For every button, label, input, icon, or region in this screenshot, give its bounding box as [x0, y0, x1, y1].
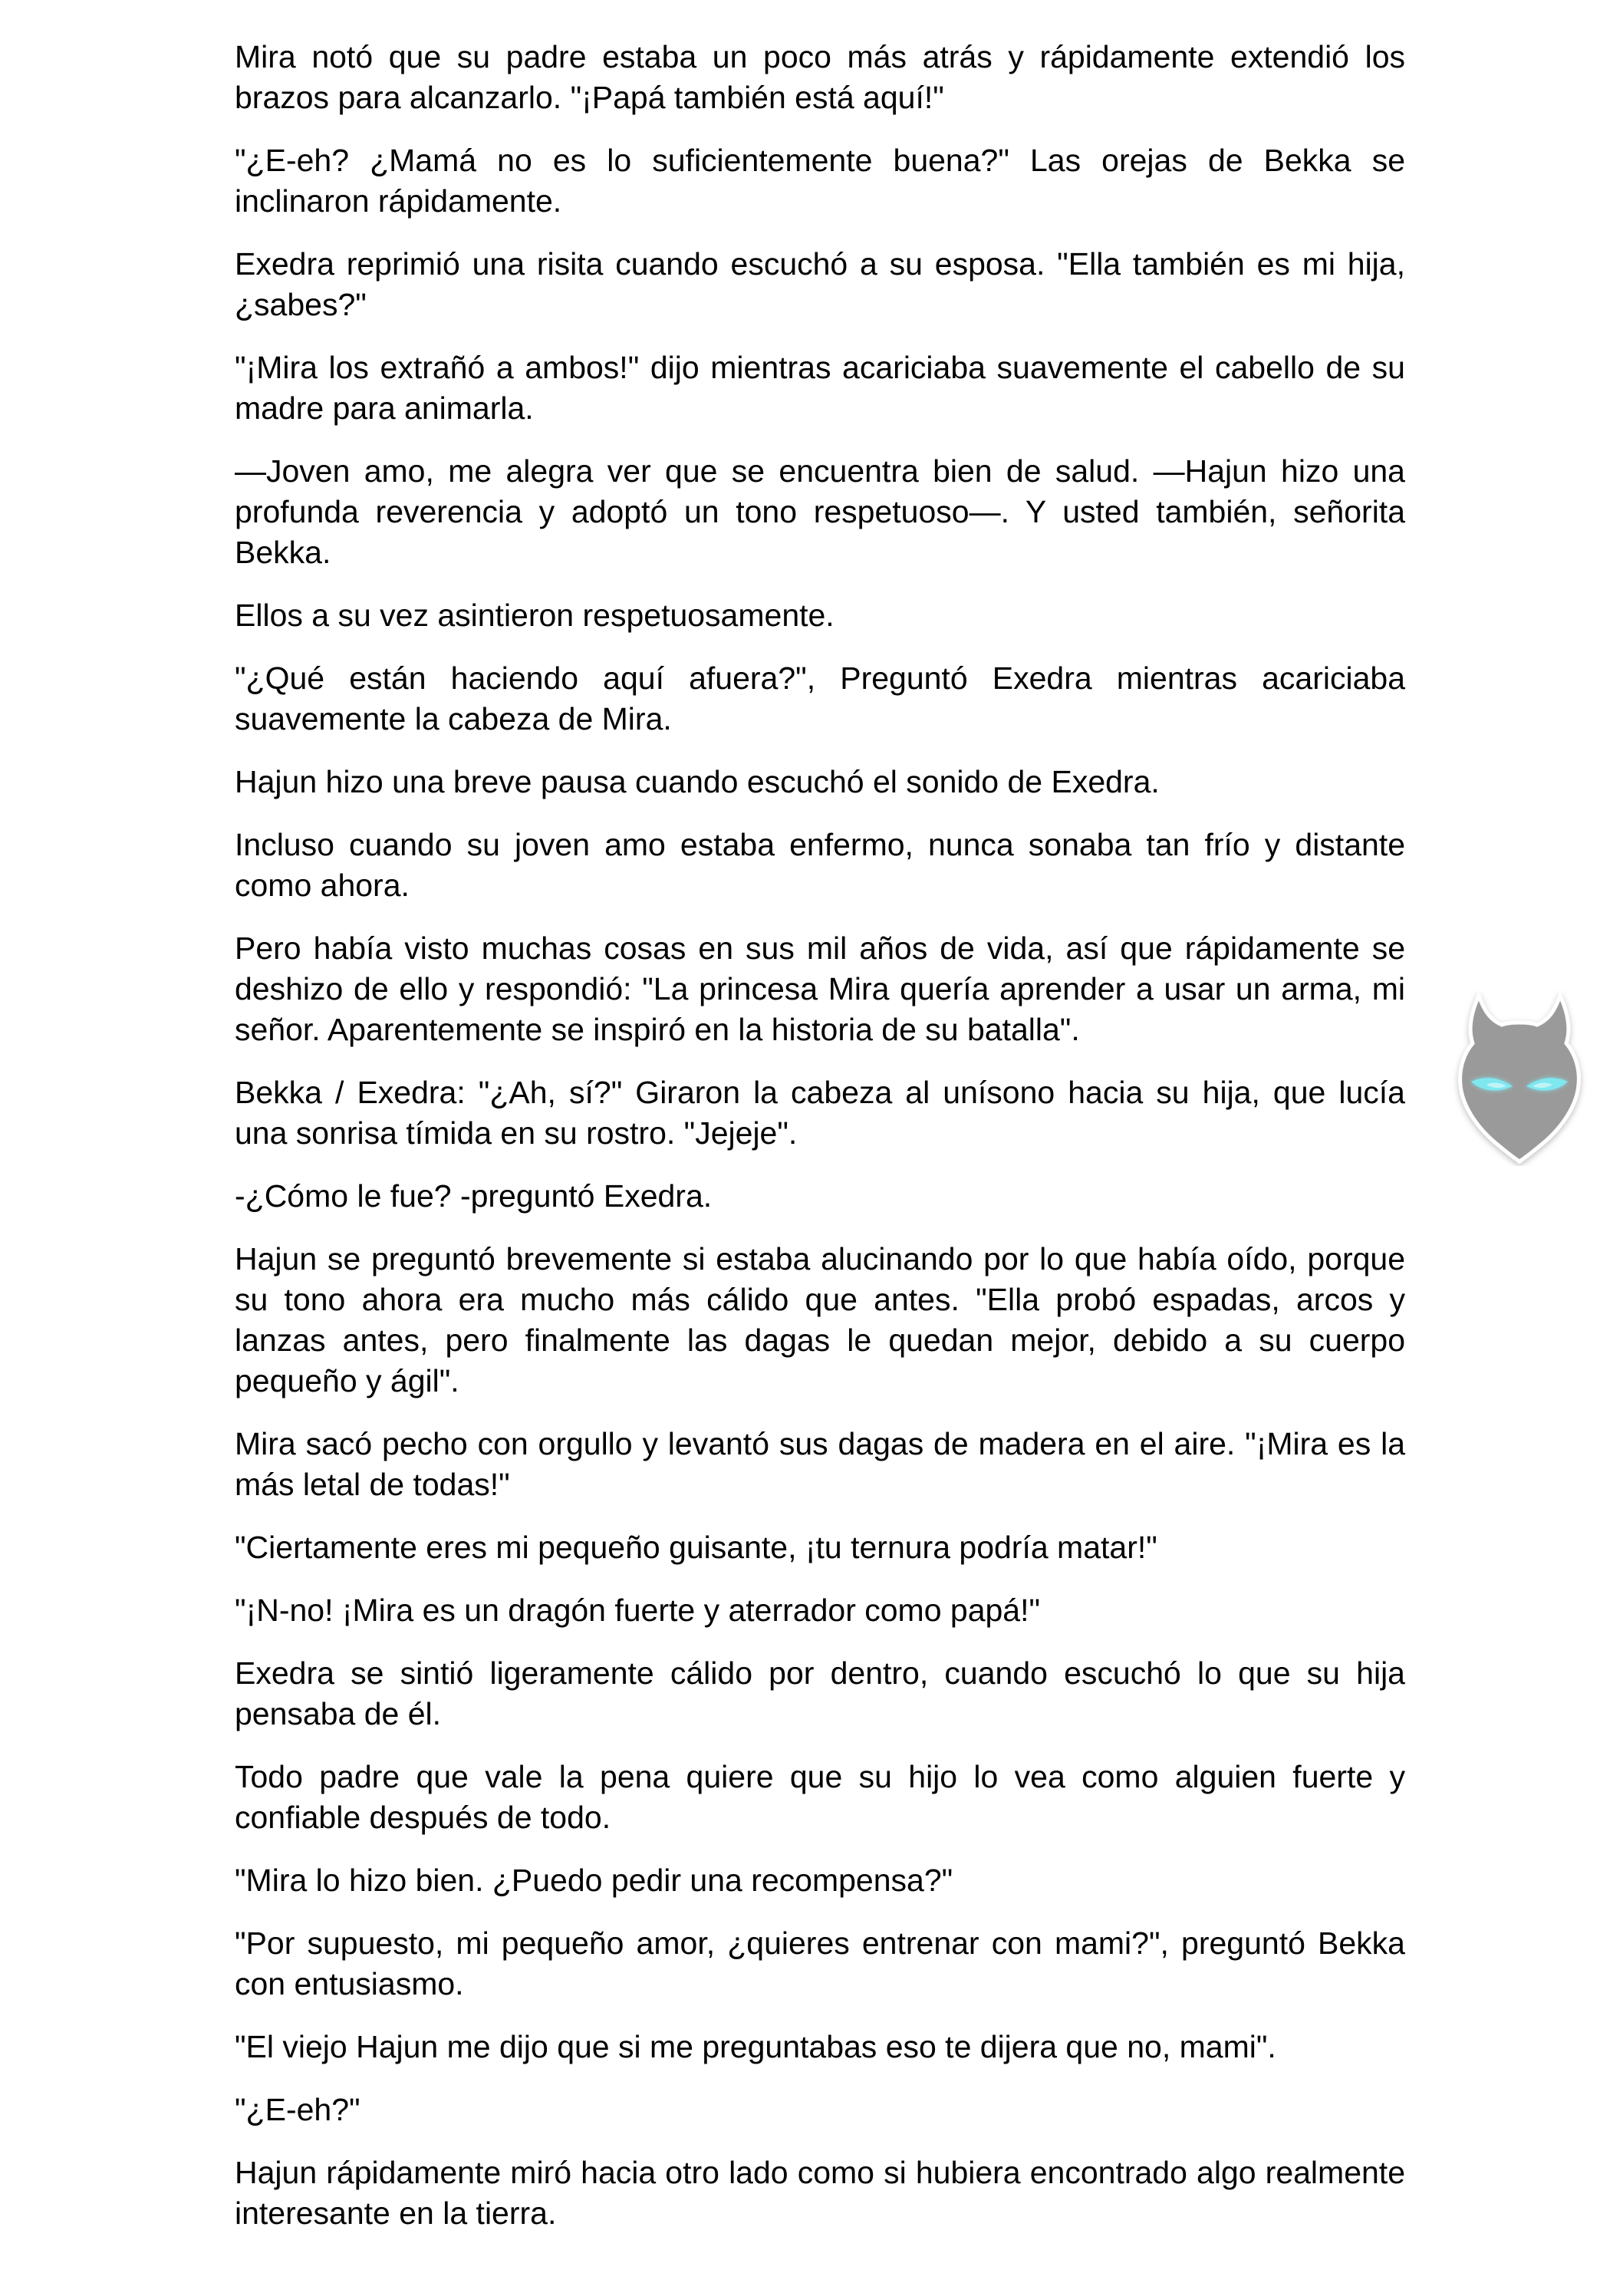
- paragraph: "¿Qué están haciendo aquí afuera?", Preguntó Exedra mientras acariciaba suavemente la cabeza de Mira.: [235, 660, 1405, 736]
- paragraph: Pero había visto muchas cosas en sus mil años de vida, así que rápidamente se deshizo de ello y respondió: "La princesa Mira quería aprender a usar un arma, mi señor. Aparentemente se inspiró en la historia de su batalla".: [235, 931, 1405, 1047]
- paragraph: Bekka / Exedra: "¿Ah, sí?" Giraron la cabeza al unísono hacia su hija, que lucía una sonrisa tímida en su rostro. "Jejeje".: [235, 1075, 1405, 1151]
- paragraph: "¿E-eh?": [235, 2092, 360, 2127]
- paragraph: Mira notó que su padre estaba un poco más atrás y rápidamente extendió los brazos para alcanzarlo. "¡Papá también está aquí!": [235, 39, 1405, 115]
- paragraph: Exedra se sintió ligeramente cálido por dentro, cuando escuchó lo que su hija pensaba de él.: [235, 1655, 1405, 1731]
- paragraph: Mira sacó pecho con orgullo y levantó sus dagas de madera en el aire. "¡Mira es la más letal de todas!": [235, 1426, 1405, 1502]
- demon-head-icon: [1448, 990, 1591, 1166]
- document-body: [235, 37, 1405, 2256]
- paragraph: "El viejo Hajun me dijo que si me preguntabas eso te dijera que no, mami".: [235, 2029, 1276, 2064]
- watermark-head-shape: [1460, 996, 1579, 1161]
- paragraph: "¡N-no! ¡Mira es un dragón fuerte y aterrador como papá!": [235, 1593, 1041, 1628]
- paragraph: "Mira lo hizo bien. ¿Puedo pedir una recompensa?": [235, 1863, 953, 1898]
- paragraph: Todo padre que vale la pena quiere que su hijo lo vea como alguien fuerte y confiable después de todo.: [235, 1759, 1405, 1835]
- paragraph: Hajun hizo una breve pausa cuando escuchó el sonido de Exedra.: [235, 764, 1160, 799]
- paragraph: Hajun rápidamente miró hacia otro lado como si hubiera encontrado algo realmente interesante en la tierra.: [235, 2155, 1405, 2231]
- paragraph: Hajun se preguntó brevemente si estaba alucinando por lo que había oído, porque su tono ahora era mucho más cálido que antes. "Ella probó espadas, arcos y lanzas antes, pero finalmente las dagas le quedan mejor, debido a su cuerpo pequeño y ágil".: [235, 1241, 1405, 1398]
- paragraph: Incluso cuando su joven amo estaba enfermo, nunca sonaba tan frío y distante como ahora.: [235, 827, 1405, 903]
- paragraph: "Ciertamente eres mi pequeño guisante, ¡tu ternura podría matar!": [235, 1530, 1157, 1565]
- paragraph: "Por supuesto, mi pequeño amor, ¿quieres entrenar con mami?", preguntó Bekka con entusiasmo.: [235, 1925, 1405, 2001]
- paragraph: "¿E-eh? ¿Mamá no es lo suficientemente buena?" Las orejas de Bekka se inclinaron rápidamente.: [235, 143, 1405, 219]
- paragraph: "¡Mira los extrañó a ambos!" dijo mientras acariciaba suavemente el cabello de su madre para animarla.: [235, 350, 1405, 426]
- paragraph: Exedra reprimió una risita cuando escuchó a su esposa. "Ella también es mi hija, ¿sabes?": [235, 246, 1405, 322]
- paragraph: Ellos a su vez asintieron respetuosamente.: [235, 598, 835, 633]
- paragraph: —Joven amo, me alegra ver que se encuentra bien de salud. —Hajun hizo una profunda reverencia y adoptó un tono respetuoso—. Y usted también, señorita Bekka.: [235, 453, 1405, 570]
- paragraph: -¿Cómo le fue? -preguntó Exedra.: [235, 1178, 713, 1214]
